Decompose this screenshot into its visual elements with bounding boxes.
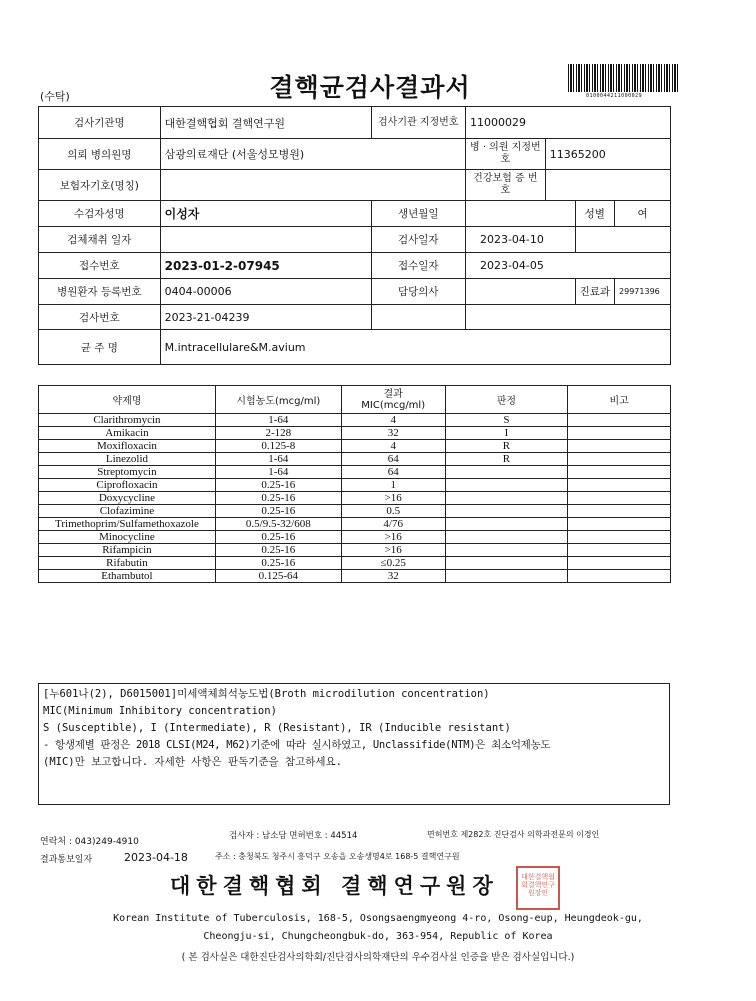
drug-name-cell: Minocycline	[39, 531, 216, 544]
notes-line-legend: S (Susceptible), I (Intermediate), R (Resistant), IR (Inducible resistant)	[43, 722, 511, 734]
drug-row	[39, 414, 671, 427]
mic-cell: 64	[341, 453, 445, 466]
birth-label: 생년월일	[371, 201, 465, 227]
header-mic	[341, 386, 445, 414]
drug-name-cell: Ethambutol	[39, 570, 216, 583]
header-remark: 비고	[568, 386, 671, 414]
remark-cell	[568, 557, 671, 570]
recv-no-label: 접수번호	[39, 253, 161, 279]
drug-row	[39, 492, 671, 505]
testno-blank-2	[465, 305, 670, 330]
health-value	[545, 170, 670, 201]
remark-cell	[568, 531, 671, 544]
doctor-value	[465, 279, 575, 305]
drug-name-cell: Clarithromycin	[39, 414, 216, 427]
drug-name-cell: Clofazimine	[39, 505, 216, 518]
judge-cell: I	[445, 427, 568, 440]
header-judge: 판정	[445, 386, 568, 414]
notes-line-method: [누601나(2), D6015001]미세액체희석농도법(Broth microdilution concentration)	[43, 688, 490, 700]
receipt-mark: (수탁)	[40, 90, 70, 103]
hosp-label: 의뢰 병의원명	[39, 139, 161, 170]
address: 주소 : 충청북도 청주시 흥덕구 오송읍 오송생명4로 168-5 결핵연구원	[215, 852, 460, 861]
reg-value: 0404-00006	[160, 279, 371, 305]
reg-label: 병원환자 등록번호	[39, 279, 161, 305]
mic-cell: 4	[341, 440, 445, 453]
judge-cell	[445, 544, 568, 557]
mic-cell: ≤0.25	[341, 557, 445, 570]
range-cell: 1-64	[215, 453, 341, 466]
range-cell: 0.25-16	[215, 531, 341, 544]
mic-cell: 64	[341, 466, 445, 479]
drug-row	[39, 427, 671, 440]
drug-name-cell: Moxifloxacin	[39, 440, 216, 453]
english-address-line-1: Korean Institute of Tuberculosis, 168-5, Osongsaengmyeong 4-ro, Osong-eup, Heungdeok-gu,	[113, 913, 643, 924]
insured-label: 보험자기호(명칭)	[39, 170, 161, 201]
organization-name: 대한결핵협회 결핵연구원장	[170, 873, 499, 898]
judge-cell	[445, 518, 568, 531]
judge-cell	[445, 557, 568, 570]
report-date-label: 결과통보일자	[40, 855, 93, 865]
sex-value: 여	[615, 201, 671, 227]
drug-row	[39, 531, 671, 544]
remark-cell	[568, 453, 671, 466]
recv-date-label: 접수일자	[371, 253, 465, 279]
inst-code-value: 11000029	[465, 107, 670, 139]
judge-cell	[445, 492, 568, 505]
species-value: M.intracellulare&M.avium	[160, 330, 670, 365]
recv-no-value: 2023-01-2-07945	[160, 253, 371, 279]
report-date-value: 2023-04-18	[124, 851, 188, 864]
testno-blank	[371, 305, 465, 330]
header-range: 시험농도(mcg/ml)	[215, 386, 341, 414]
tester-info: 검사자 : 남소담 면허번호 : 44514	[229, 831, 358, 841]
sex-label: 성별	[575, 201, 614, 227]
drug-row	[39, 440, 671, 453]
range-cell: 1-64	[215, 414, 341, 427]
remark-cell	[568, 427, 671, 440]
drug-name-cell: Streptomycin	[39, 466, 216, 479]
english-address-line-2: Cheongju-si, Chungcheongbuk-do, 363-954, Republic of Korea	[203, 931, 553, 942]
drug-name-cell: Linezolid	[39, 453, 216, 466]
testno-label: 검사번호	[39, 305, 161, 330]
inst-code-label: 검사기관 지정번호	[371, 107, 465, 139]
inst-value: 대한결핵협회 결핵연구원	[160, 107, 371, 139]
mic-cell: >16	[341, 544, 445, 557]
health-label: 건강보험 증 번 호	[465, 170, 545, 201]
mic-cell: 32	[341, 570, 445, 583]
range-cell: 1-64	[215, 466, 341, 479]
drug-row	[39, 570, 671, 583]
drug-row	[39, 518, 671, 531]
judge-cell: R	[445, 453, 568, 466]
judge-cell	[445, 570, 568, 583]
seal-text: 대한결핵협회결핵연구원장인	[521, 873, 555, 897]
barcode-number: 0100044211000029	[586, 93, 643, 99]
range-cell: 2-128	[215, 427, 341, 440]
remark-cell	[568, 466, 671, 479]
drug-row	[39, 453, 671, 466]
range-cell: 0.125-8	[215, 440, 341, 453]
header-mic-bottom: MIC(mcg/ml)	[361, 399, 426, 411]
notes-line-mic: MIC(Minimum Inhibitory concentration)	[43, 705, 277, 717]
notes-line-criteria: - 항생제별 판정은 2018 CLSI(M24, M62)기준에 따라 실시하였고, Unclassifide(NTM)은 최소억제농도	[43, 739, 551, 751]
drug-row	[39, 479, 671, 492]
mic-cell: 32	[341, 427, 445, 440]
drug-name-cell: Doxycycline	[39, 492, 216, 505]
drug-name-cell: Ciprofloxacin	[39, 479, 216, 492]
drug-name-cell: Amikacin	[39, 427, 216, 440]
remark-cell	[568, 414, 671, 427]
dept-value: 29971396	[615, 279, 671, 305]
patient-info-table	[38, 106, 671, 365]
drug-name-cell: Trimethoprim/Sulfamethoxazole	[39, 518, 216, 531]
remark-cell	[568, 479, 671, 492]
range-cell: 0.25-16	[215, 544, 341, 557]
drug-row	[39, 544, 671, 557]
judge-cell: R	[445, 440, 568, 453]
range-cell: 0.25-16	[215, 492, 341, 505]
mic-cell: 1	[341, 479, 445, 492]
judge-cell	[445, 505, 568, 518]
doctor-label: 담당의사	[371, 279, 465, 305]
insured-value	[160, 170, 465, 201]
remark-cell	[568, 544, 671, 557]
mic-cell: 4/76	[341, 518, 445, 531]
contact: 연락처 : 043)249-4910	[40, 837, 139, 847]
drug-susceptibility-table	[38, 385, 671, 583]
range-cell: 0.125-64	[215, 570, 341, 583]
notes-box	[38, 683, 670, 805]
dept-label: 진료과	[575, 279, 614, 305]
judge-cell	[445, 479, 568, 492]
mic-cell: >16	[341, 492, 445, 505]
species-label: 균 주 명	[39, 330, 161, 365]
judge-cell	[445, 531, 568, 544]
hosp-code-value: 11365200	[545, 139, 670, 170]
test-date-label: 검사일자	[371, 227, 465, 253]
notes-line-reference: (MIC)만 보고합니다. 자세한 사항은 판독기준을 참고하세요.	[43, 756, 343, 768]
patient-label: 수검자성명	[39, 201, 161, 227]
remark-cell	[568, 505, 671, 518]
specialist-info: 면허번호 제282호 진단검사 의학과전문의 이경인	[427, 830, 600, 839]
mic-cell: 0.5	[341, 505, 445, 518]
hosp-code-label: 병 · 의원 지정번호	[465, 139, 545, 170]
barcode-icon	[568, 64, 678, 92]
range-cell: 0.25-16	[215, 479, 341, 492]
range-cell: 0.25-16	[215, 557, 341, 570]
inst-label: 검사기관명	[39, 107, 161, 139]
remark-cell	[568, 518, 671, 531]
document-title: 결핵균검사결과서	[269, 73, 471, 102]
remark-cell	[568, 440, 671, 453]
test-date-blank	[575, 227, 670, 253]
drug-name-cell: Rifampicin	[39, 544, 216, 557]
range-cell: 0.5/9.5-32/608	[215, 518, 341, 531]
drug-name-cell: Rifabutin	[39, 557, 216, 570]
collect-label: 검체채취 일자	[39, 227, 161, 253]
mic-cell: >16	[341, 531, 445, 544]
official-seal-icon	[516, 866, 560, 910]
range-cell: 0.25-16	[215, 505, 341, 518]
remark-cell	[568, 570, 671, 583]
certification-line: ( 본 검사실은 대한진단검사의학회/진단검사의학재단의 우수검사실 인증을 받은 검사실입니다.)	[181, 952, 575, 963]
judge-cell	[445, 466, 568, 479]
testno-value: 2023-21-04239	[160, 305, 371, 330]
drug-row	[39, 466, 671, 479]
drug-row	[39, 505, 671, 518]
drug-row	[39, 557, 671, 570]
test-date-value: 2023-04-10	[465, 227, 575, 253]
mic-cell: 4	[341, 414, 445, 427]
hosp-value: 삼광의료재단 (서울성모병원)	[160, 139, 465, 170]
judge-cell: S	[445, 414, 568, 427]
collect-value	[160, 227, 371, 253]
header-mic-top: 결과	[383, 388, 403, 400]
patient-value: 이성자	[160, 201, 371, 227]
header-drug: 약제명	[39, 386, 216, 414]
remark-cell	[568, 492, 671, 505]
birth-value	[465, 201, 575, 227]
recv-date-value: 2023-04-05	[465, 253, 670, 279]
